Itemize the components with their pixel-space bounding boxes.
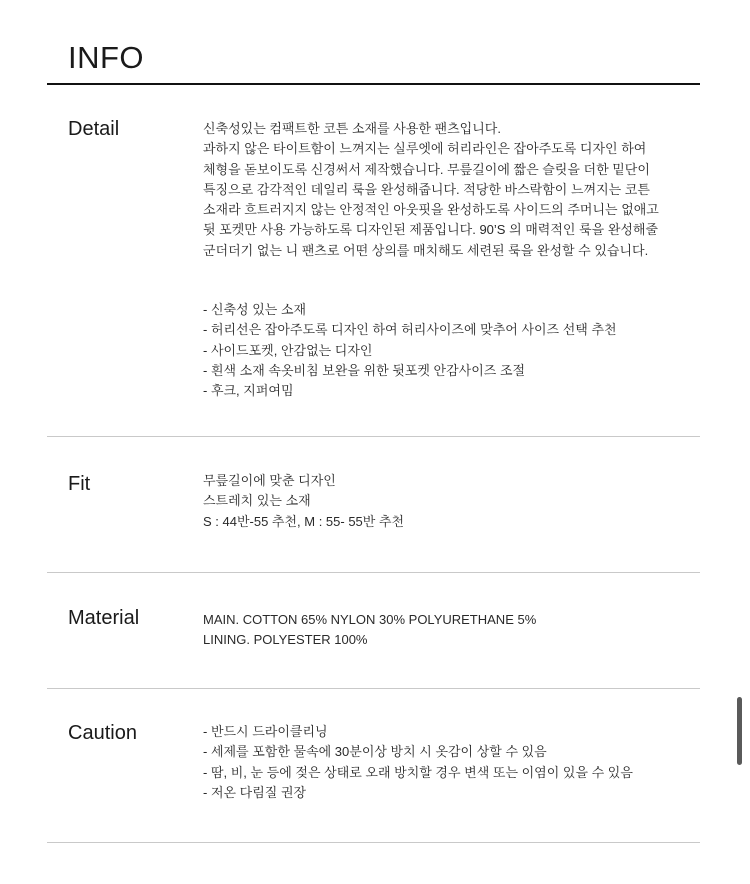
fit-label: Fit bbox=[68, 473, 91, 495]
section-divider bbox=[47, 436, 700, 437]
detail-paragraph-line: 특징으로 감각적인 데일리 룩을 완성해줍니다. 적당한 바스락함이 느껴지는 코튼 bbox=[203, 181, 650, 197]
section-divider bbox=[47, 572, 700, 573]
detail-paragraph-line: 뒷 포켓만 사용 가능하도록 디자인된 제품입니다. 90’S 의 매력적인 룩을 완성해줄 bbox=[203, 222, 659, 238]
material-content bbox=[203, 610, 693, 651]
material-line: LINING. POLYESTER 100% bbox=[203, 632, 368, 648]
detail-bullet: - 후크, 지퍼여밈 bbox=[203, 383, 294, 399]
detail-bullet-list bbox=[203, 300, 693, 401]
detail-bullet: - 허리선은 잡아주도록 디자인 하여 허리사이즈에 맞추어 사이즈 선택 추천 bbox=[203, 322, 617, 338]
detail-paragraph-line: 체형을 돋보이도록 신경써서 제작했습니다. 무릎길이에 짧은 슬릿을 더한 밑단이 bbox=[203, 161, 650, 177]
section-divider bbox=[47, 688, 700, 689]
detail-paragraph-line: 과하지 않은 타이트함이 느껴지는 실루엣에 허리라인은 잡아주도록 디자인 하여 bbox=[203, 141, 647, 157]
caution-line: - 땀, 비, 눈 등에 젖은 상태로 오래 방치할 경우 변색 또는 이염이 있을 수 있음 bbox=[203, 764, 633, 780]
detail-content bbox=[203, 119, 693, 261]
fit-line: 무릎길이에 맞춘 디자인 bbox=[203, 473, 336, 488]
detail-paragraph-line: 군더더기 없는 니 팬츠로 어떤 상의를 매치해도 세련된 룩을 완성할 수 있습니다. bbox=[203, 242, 649, 258]
detail-paragraph-line: 신축성있는 컴팩트한 코튼 소재를 사용한 팬츠입니다. bbox=[203, 121, 501, 136]
detail-bullet: - 신축성 있는 소재 bbox=[203, 302, 307, 317]
caution-line: - 저온 다림질 권장 bbox=[203, 784, 307, 800]
caution-content bbox=[203, 722, 693, 803]
fit-line: S : 44반-55 추천, M : 55- 55반 추천 bbox=[203, 513, 405, 529]
title-divider bbox=[47, 83, 700, 85]
page-title: INFO bbox=[68, 40, 145, 75]
detail-bullet: - 흰색 소재 속옷비침 보완을 위한 뒷포켓 안감사이즈 조절 bbox=[203, 362, 526, 378]
section-divider bbox=[47, 842, 700, 843]
detail-bullet: - 사이드포켓, 안감없는 디자인 bbox=[203, 342, 373, 358]
caution-line: - 세제를 포함한 물속에 30분이상 방치 시 옷감이 상할 수 있음 bbox=[203, 744, 547, 760]
caution-label: Caution bbox=[68, 722, 137, 744]
caution-line: - 반드시 드라이클리닝 bbox=[203, 724, 328, 739]
fit-line: 스트레치 있는 소재 bbox=[203, 493, 311, 509]
detail-label: Detail bbox=[68, 118, 120, 140]
material-label: Material bbox=[68, 607, 140, 629]
fit-content bbox=[203, 471, 693, 532]
scrollbar-thumb[interactable] bbox=[737, 697, 742, 765]
material-line: MAIN. COTTON 65% NYLON 30% POLYURETHANE 5% bbox=[203, 612, 537, 627]
detail-paragraph-line: 소재라 흐트러지지 않는 안정적인 아웃핏을 완성하도록 사이드의 주머니는 없애고 bbox=[203, 202, 659, 218]
